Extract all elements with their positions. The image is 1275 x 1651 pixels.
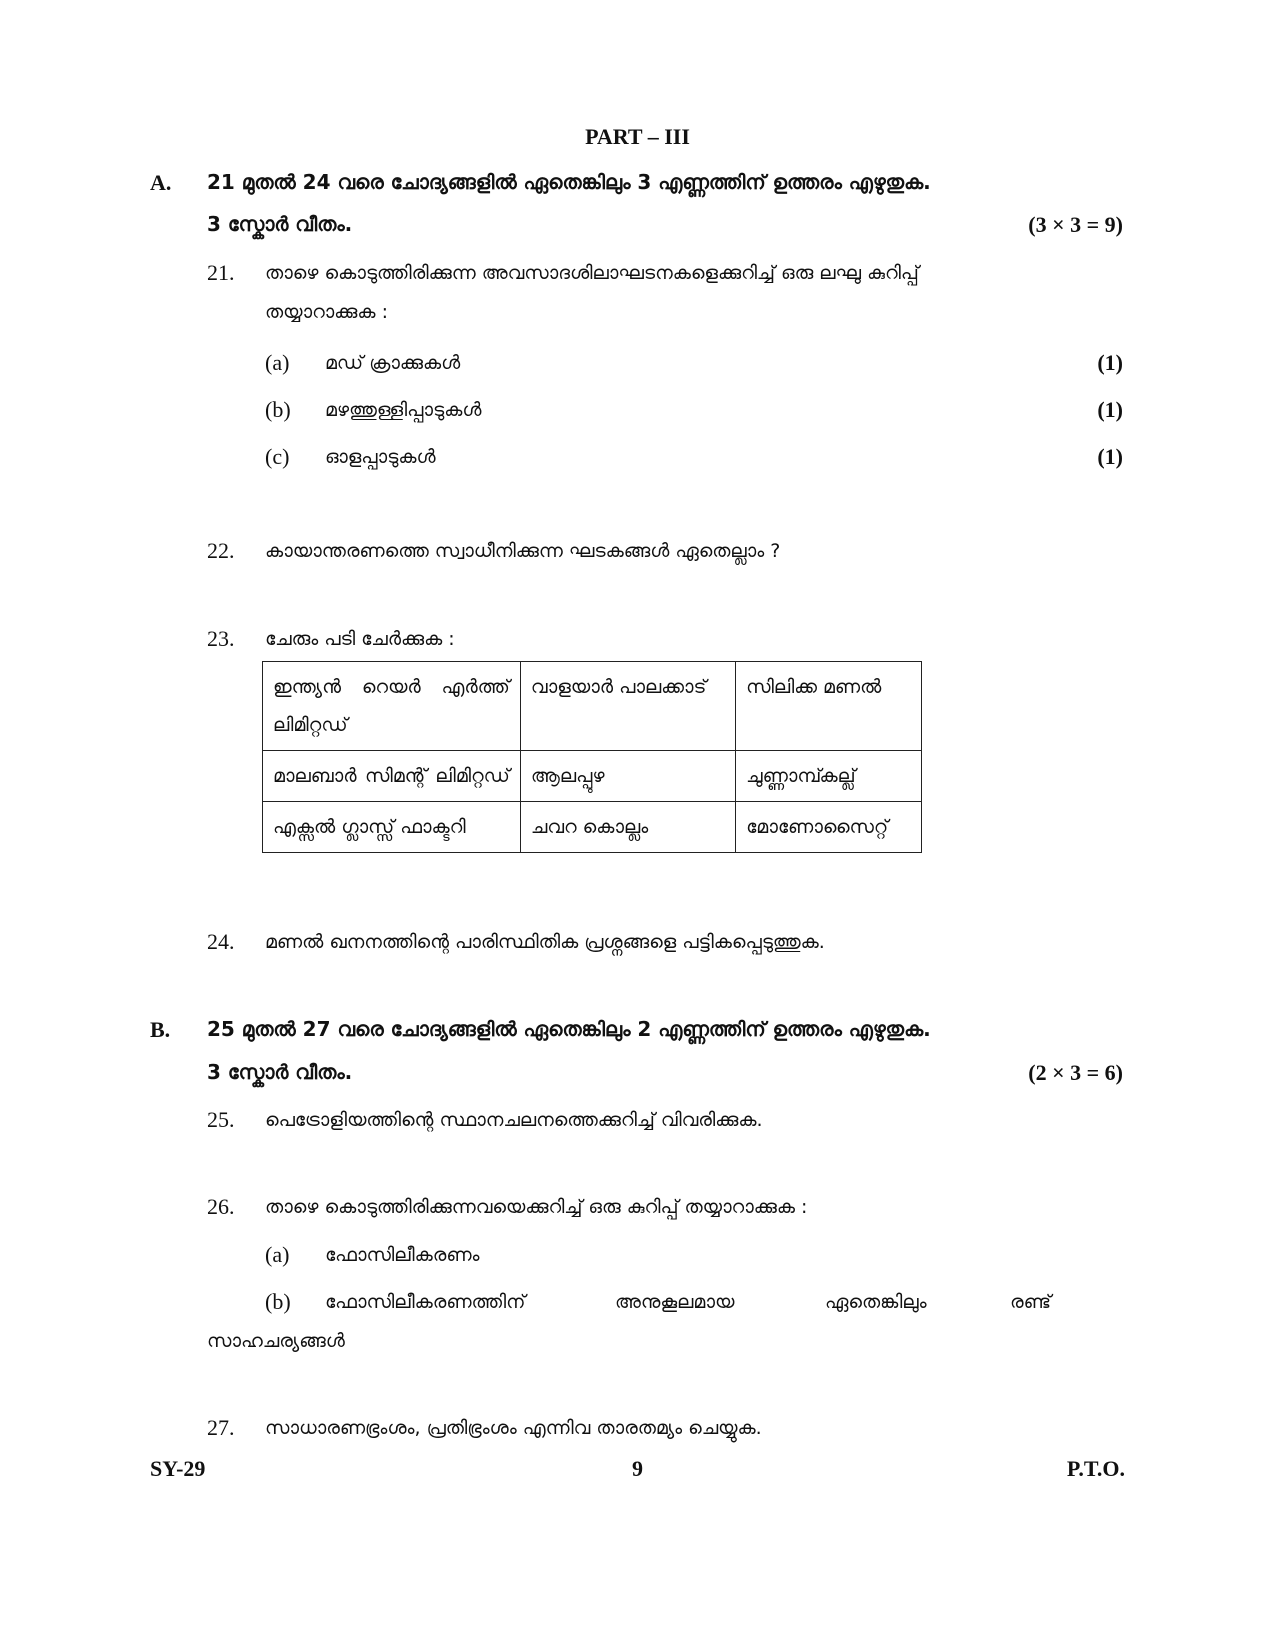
q21-item-b-text: മഴത്തുള്ളിപ്പാടുകൾ xyxy=(325,399,482,421)
section-b-marks: (2 × 3 = 6) xyxy=(1028,1060,1123,1085)
q22-text: കായാന്തരണത്തെ സ്വാധീനിക്കുന്ന ഘടകങ്ങൾ ഏതെല്ലാം ? xyxy=(265,540,781,562)
q21-item-c-label: (c) xyxy=(265,444,290,469)
table-cell: മാലബാർ സിമന്റ് ലിമിറ്റഡ് xyxy=(263,751,521,802)
q26-text: താഴെ കൊടുത്തിരിക്കുന്നവയെക്കുറിച്ച് ഒരു കുറിപ്പ് തയ്യാറാക്കുക : xyxy=(265,1196,808,1218)
q24-text: മണൽ ഖനനത്തിന്റെ പാരിസ്ഥിതിക പ്രശ്നങ്ങളെ പട്ടികപ്പെടുത്തുക. xyxy=(265,931,825,953)
table-cell: മോണോസൈറ്റ് xyxy=(736,802,922,853)
q26-item-a-text: ഫോസിലീകരണം xyxy=(325,1244,480,1266)
q21-item-a-label: (a) xyxy=(265,350,290,375)
q26-item-a-label: (a) xyxy=(265,1242,290,1267)
q26-item-b-label: (b) xyxy=(265,1289,291,1314)
section-b-instruction: 25 മുതൽ 27 വരെ ചോദ്യങ്ങളിൽ ഏതെങ്കിലും 2 എണ്ണത്തിന് ഉത്തരം എഴുതുക. xyxy=(207,1017,931,1041)
q21-item-b-marks: (1) xyxy=(1097,397,1123,422)
section-a-score-note: 3 സ്കോർ വീതം. xyxy=(207,212,353,236)
footer-code: SY-29 xyxy=(150,1456,206,1481)
q26-item-b-word: ഏതെങ്കിലും xyxy=(825,1291,927,1313)
q25-text: പെട്രോളിയത്തിന്റെ സ്ഥാനചലനത്തെക്കുറിച്ച് വിവരിക്കുക. xyxy=(265,1109,763,1131)
q21-text-line1: താഴെ കൊടുത്തിരിക്കുന്ന അവസാദശിലാഘടനകളെക്കുറിച്ച് ഒരു ലഘു കുറിപ്പ് xyxy=(265,262,919,284)
q23-number: 23. xyxy=(207,626,235,651)
match-table xyxy=(262,661,922,853)
part-title: PART – III xyxy=(585,124,690,149)
q21-text-line2: തയ്യാറാക്കുക : xyxy=(265,301,388,323)
section-a-instruction: 21 മുതൽ 24 വരെ ചോദ്യങ്ങളിൽ ഏതെങ്കിലും 3 എണ്ണത്തിന് ഉത്തരം എഴുതുക. xyxy=(207,170,931,194)
section-a-marks: (3 × 3 = 9) xyxy=(1028,212,1123,237)
q26-item-b-word: രണ്ട് xyxy=(1010,1291,1052,1313)
table-cell: ഇന്ത്യൻ റെയർ എർത്ത് ലിമിറ്റഡ് xyxy=(263,662,521,751)
q27-number: 27. xyxy=(207,1415,235,1440)
table-cell: ചവറ കൊല്ലം xyxy=(520,802,735,853)
section-b-score-note: 3 സ്കോർ വീതം. xyxy=(207,1060,353,1084)
q26-item-b-line2: സാഹചര്യങ്ങൾ xyxy=(207,1330,345,1352)
table-cell: ചുണ്ണാമ്പ്കല്ല് xyxy=(736,751,922,802)
q22-number: 22. xyxy=(207,538,235,563)
q21-item-b-label: (b) xyxy=(265,397,291,422)
q25-number: 25. xyxy=(207,1107,235,1132)
table-cell: വാളയാർ പാലക്കാട് xyxy=(520,662,735,751)
table-row xyxy=(263,751,922,802)
footer-page-number: 9 xyxy=(632,1456,643,1481)
section-a-letter: A. xyxy=(150,170,172,195)
section-b-letter: B. xyxy=(150,1017,171,1042)
table-cell: എക്സൽ ഗ്ലാസ്സ് ഫാക്ടറി xyxy=(263,802,521,853)
q23-text: ചേരും പടി ചേർക്കുക : xyxy=(265,628,455,650)
q26-number: 26. xyxy=(207,1194,235,1219)
q26-item-b-word: ഫോസിലീകരണത്തിന് xyxy=(325,1291,526,1313)
table-row xyxy=(263,662,922,751)
q21-item-c-marks: (1) xyxy=(1097,444,1123,469)
q26-item-b-word: അനുകൂലമായ xyxy=(615,1291,735,1313)
q21-item-c-text: ഓളപ്പാടുകൾ xyxy=(325,446,436,468)
q24-number: 24. xyxy=(207,929,235,954)
table-row xyxy=(263,802,922,853)
table-cell: ആലപ്പുഴ xyxy=(520,751,735,802)
q21-item-a-marks: (1) xyxy=(1097,350,1123,375)
q27-text: സാധാരണഭ്രംശം, പ്രതിഭ്രംശം എന്നിവ താരതമ്യം ചെയ്യുക. xyxy=(265,1417,762,1439)
table-cell: സിലിക്ക മണൽ xyxy=(736,662,922,751)
q21-number: 21. xyxy=(207,260,235,285)
footer-pto: P.T.O. xyxy=(1066,1456,1125,1481)
q21-item-a-text: മഡ് ക്രാക്കുകൾ xyxy=(325,352,461,374)
